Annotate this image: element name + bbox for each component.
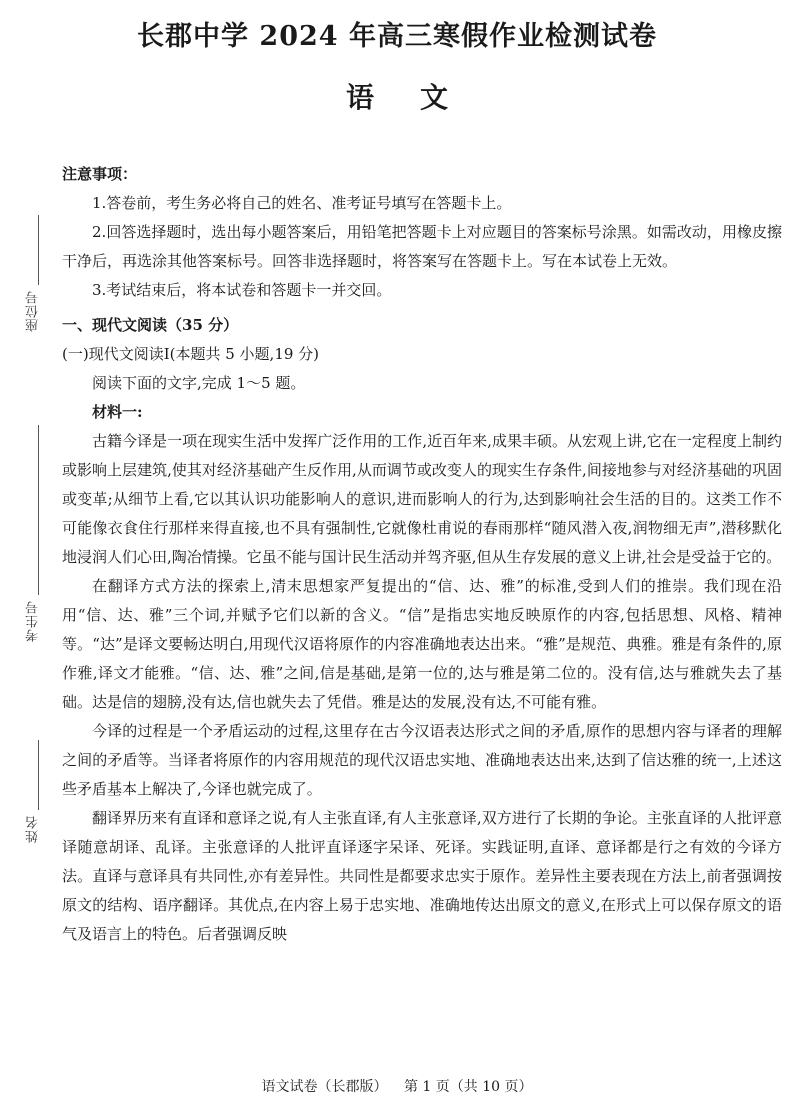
section-heading: 一、现代文阅读（35 分） [62, 316, 239, 334]
notice-heading: 注意事项： [62, 165, 138, 183]
passage-paragraph-1: 古籍今译是一项在现实生活中发挥广泛作用的工作,近百年来,成果丰硕。从宏观上讲,它在一定程度上制约或影响上层建筑,使其对经济基础产生反作用,从而调节或改变人的现实生存条件,间接地参与对经济基础的巩固或变革;从细节上看,它以其认识功能影响人的意识,进而影响人的行为,达到影响社会生活的目的。这类工作不可能像衣食住行那样来得直接,也不具有强制性,它就像杜甫说的春雨那样“随风潜入夜,润物细无声”,潜移默化地浸润人们心田,陶冶情操。它虽不能与国计民生活动并驾齐驱,但从生存发展的意义上讲,社会是受益于它的。 [62, 432, 782, 566]
footer-paper-name: 语文试卷（长郡版） [261, 1079, 388, 1095]
exam-title: 长郡中学 2024 年高三寒假作业检测试卷 [137, 21, 657, 52]
passage-paragraph-2: 在翻译方式方法的探索上,清末思想家严复提出的“信、达、雅”的标准,受到人们的推崇。我们现在沿用“信、达、雅”三个词,并赋予它们以新的含义。“信”是指忠实地反映原作的内容,包括思想、风格、精神等。“达”是译文要畅达明白,用现代汉语将原作的内容准确地表达出来。“雅”是规范、典雅。雅是有条件的,原作雅,译文才能雅。“信、达、雅”之间,信是基础,是第一位的,达与雅是第二位的。没有信,达与雅就失去了基础。达是信的翅膀,没有达,信也就失去了凭借。雅是达的发展,没有达,不可能有雅。 [62, 577, 782, 711]
subject-title: 语文 [345, 81, 494, 114]
seat-line [38, 215, 39, 285]
material-label: 材料一: [92, 403, 143, 421]
notice-item-1: 1.答卷前，考生务必将自己的姓名、准考证号填写在答题卡上。 [92, 194, 512, 212]
exam-no-label: 考生号 [26, 600, 41, 642]
passage-paragraph-3: 今译的过程是一个矛盾运动的过程,这里存在古今汉语表达形式之间的矛盾,原作的思想内容与译者的理解之间的矛盾等。当译者将原作的内容用规范的现代汉语忠实地、准确地表达出来,达到了信达雅的统一,上述这些矛盾基本上解决了,今译也就完成了。 [62, 722, 782, 798]
seat-label: 座位号 [26, 290, 41, 332]
notice-item-3: 3.考试结束后，将本试卷和答题卡一并交回。 [92, 281, 392, 299]
exam-content [62, 160, 782, 949]
sub-section-heading: (一)现代文阅读Ⅰ(本题共 5 小题,19 分) [62, 345, 320, 363]
name-line [38, 740, 39, 810]
footer-page-info: 第 1 页（共 10 页） [403, 1079, 533, 1095]
page-footer [0, 1076, 794, 1096]
notice-item-2: 2.回答选择题时，选出每小题答案后，用铅笔把答题卡上对应题目的答案标号涂黑。如需改动，用橡皮擦干净后，再选涂其他答案标号。回答非选择题时，将答案写在答题卡上。写在本试卷上无效。 [62, 223, 782, 270]
exam-no-line [38, 425, 39, 595]
name-label: 姓名 [26, 815, 41, 843]
passage-paragraph-4: 翻译界历来有直译和意译之说,有人主张直译,有人主张意译,双方进行了长期的争论。主张直译的人批评意译随意胡译、乱译。主张意译的人批评直译逐字呆译、死译。实践证明,直译、意译都是行之有效的今译方法。直译与意译具有共同性,亦有差异性。共同性是都要求忠实于原作。差异性主要表现在方法上,前者强调按原文的结构、语序翻译。其优点,在内容上易于忠实地、准确地传达出原文的意义,在形式上可以保存原文的语气及语言上的特色。后者强调反映 [62, 809, 782, 943]
reading-instruction: 阅读下面的文字,完成 1～5 题。 [92, 374, 306, 392]
